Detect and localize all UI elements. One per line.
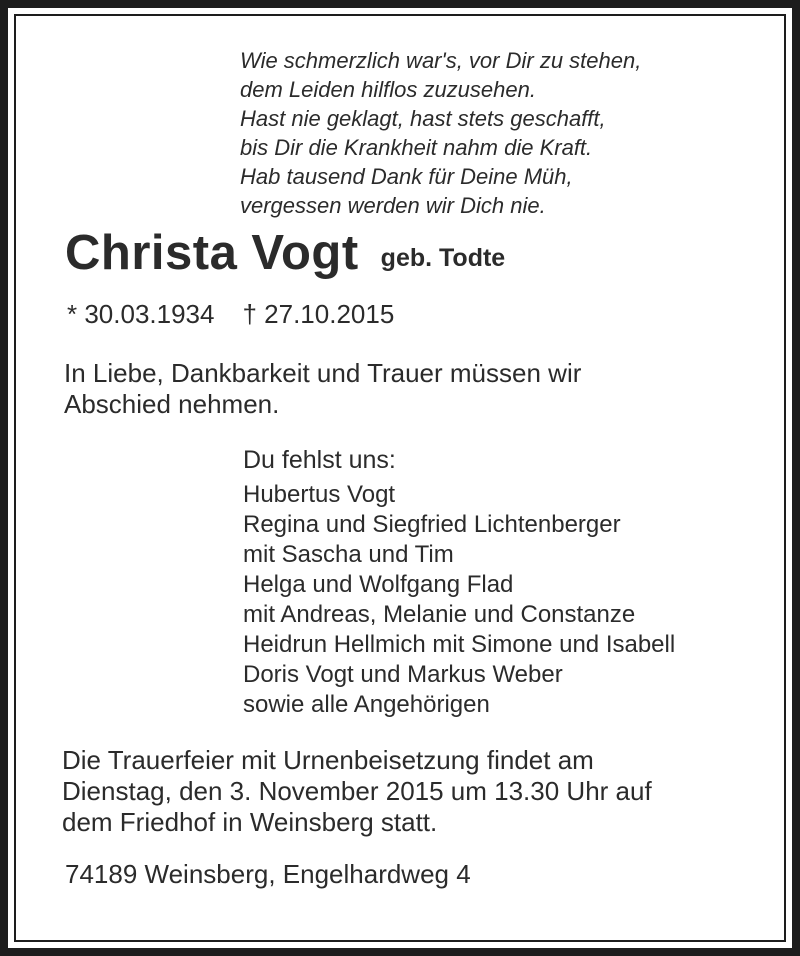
poem-line: Hast nie geklagt, hast stets geschafft, <box>240 106 606 131</box>
mourner-line: mit Andreas, Melanie und Constanze <box>243 601 636 628</box>
maiden-name: geb. Todte <box>380 244 506 272</box>
mourners-list <box>243 480 675 720</box>
farewell-line: Abschied nehmen. <box>64 389 280 419</box>
farewell-statement <box>64 358 581 420</box>
mourner-line: sowie alle Angehörigen <box>243 691 490 718</box>
funeral-line: Die Trauerfeier mit Urnenbeisetzung findet am <box>62 745 594 775</box>
mourner-line: Regina und Siegfried Lichtenberger <box>243 511 621 538</box>
mourner-line: mit Sascha und Tim <box>243 541 454 568</box>
funeral-line: Dienstag, den 3. November 2015 um 13.30 Uhr auf <box>62 776 652 806</box>
family-address: 74189 Weinsberg, Engelhardweg 4 <box>65 859 471 889</box>
deceased-name: Christa Vogt <box>65 226 359 280</box>
mourner-line: Helga und Wolfgang Flad <box>243 571 514 598</box>
poem-line: Wie schmerzlich war's, vor Dir zu stehen, <box>240 48 642 73</box>
mourner-line: Hubertus Vogt <box>243 481 396 508</box>
mourner-line: Heidrun Hellmich mit Simone und Isabell <box>243 631 676 658</box>
death-date: † 27.10.2015 <box>242 299 395 329</box>
poem-line: vergessen werden wir Dich nie. <box>240 193 546 218</box>
birth-date: * 30.03.1934 <box>67 299 215 329</box>
funeral-line: dem Friedhof in Weinsberg statt. <box>62 807 438 837</box>
deceased-name-row <box>65 225 505 281</box>
poem-line: dem Leiden hilflos zuzusehen. <box>240 77 536 102</box>
funeral-announcement <box>62 745 652 838</box>
poem-line: bis Dir die Krankheit nahm die Kraft. <box>240 135 593 160</box>
poem-line: Hab tausend Dank für Deine Müh, <box>240 164 573 189</box>
missing-heading: Du fehlst uns: <box>243 446 396 474</box>
mourner-line: Doris Vogt und Markus Weber <box>243 661 563 688</box>
memorial-poem <box>240 46 641 220</box>
farewell-line: In Liebe, Dankbarkeit und Trauer müssen wir <box>64 358 582 388</box>
life-dates <box>67 299 394 330</box>
